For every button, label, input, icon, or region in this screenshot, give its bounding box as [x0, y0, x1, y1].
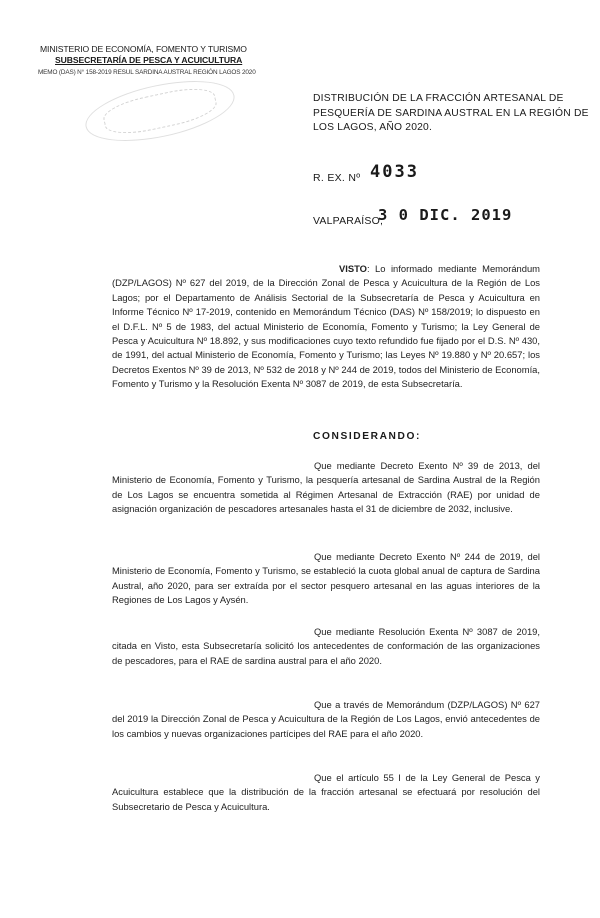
resolution-date: 3 0 DIC. 2019	[378, 206, 513, 224]
considerando-item	[112, 771, 540, 814]
document-title	[313, 92, 589, 136]
considerando-body: Ministerio de Economía, Fomento y Turismo, la pesquería artesanal de Sardina Austral de la Región de Los Lagos se encuentra sometida al Régimen Artesanal de Extracción (RAE) por unidad de asignación organización de pescadores artesanales hasta el 31 de diciembre de 2032, inclusive.	[112, 474, 540, 515]
resolution-label: R. EX. Nº	[313, 172, 361, 184]
visto-paragraph	[112, 262, 540, 392]
considerando-first-line: Que el artículo 55 I de la Ley General de Pesca y	[314, 772, 540, 783]
considerando-body: Acuicultura establece que la distribución de la fracción artesanal se efectuará por resolución del Subsecretario de Pesca y Acuicultura.	[112, 786, 540, 812]
visto-text: : Lo informado mediante Memorándum (DZP/LAGOS) Nº 627 del 2019, de la Dirección Zonal de Pesca y Acuicultura de la Región de Los Lagos; por el Departamento de Análisis Sectorial de la Subsecretaría de Pesca y Acuicultura en Informe Técnico Nº 17-2019, contenido en Memorándum Técnico (DAS) Nº 158/2019; lo dispuesto en el D.F.L. Nº 5 de 1983, del actual Ministerio de Economía, Fomento y Turismo; la Ley General de Pesca y Acuicultura Nº 18.892, y sus modificaciones cuyo texto refundido fue fijado por el D.S. Nº 430, de 1991, del actual Ministerio de Economía, Fomento y Turismo; las Leyes Nº 19.880 y Nº 20.657; los Decretos Exentos Nº 39 de 2013, Nº 532 de 2018 y Nº 244 de 2019, todos del Ministerio de Economía, Fomento y Turismo y la Resolución Exenta Nº 3087 de 2019, de esta Subsecretaría.	[112, 263, 540, 390]
considerando-first-line: Que mediante Resolución Exenta Nº 3087 de 2019,	[314, 626, 540, 637]
resolution-number: 4033	[370, 162, 419, 182]
considerando-body: Ministerio de Economía, Fomento y Turismo, se estableció la cuota global anual de captura de Sardina Austral, año 2020, para ser extraída por el sector pesquero artesanal en las aguas interiores de la Regiones de Los Lagos y Aysén.	[112, 565, 540, 606]
title-line-1: DISTRIBUCIÓN DE LA FRACCIÓN ARTESANAL DE	[313, 93, 564, 104]
considerando-body: citada en Visto, esta Subsecretaría solicitó los antecedentes de conformación de las organizaciones de pescadores, para el RAE de sardina austral para el año 2020.	[112, 640, 540, 666]
visto-heading: VISTO	[339, 263, 367, 274]
title-line-3: LOS LAGOS, AÑO 2020.	[313, 122, 433, 133]
title-line-2: PESQUERÍA DE SARDINA AUSTRAL EN LA REGIÓN DE	[313, 107, 589, 119]
ministry-name: MINISTERIO DE ECONOMÍA, FOMENTO Y TURISMO	[40, 44, 247, 54]
city-label: VALPARAÍSO,	[313, 215, 384, 227]
considerando-heading: CONSIDERANDO:	[313, 431, 421, 442]
considerando-item	[112, 550, 540, 608]
subsecretaria-name: SUBSECRETARÍA DE PESCA Y ACUICULTURA	[55, 55, 243, 65]
considerando-body: del 2019 la Dirección Zonal de Pesca y Acuicultura de la Región de Los Lagos, envió antecedentes de los cambios y nuevas organizaciones partícipes del RAE para el año 2020.	[112, 713, 540, 739]
considerando-first-line: Que mediante Decreto Exento Nº 39 de 2013, del	[314, 460, 540, 471]
considerando-item	[112, 698, 540, 741]
office-stamp	[80, 70, 239, 152]
considerando-first-line: Que a través de Memorándum (DZP/LAGOS) Nº 627	[314, 699, 540, 710]
considerando-item	[112, 459, 540, 517]
considerando-item	[112, 625, 540, 668]
memo-reference: MEMO (DAS) N° 158-2019 RESUL SARDINA AUSTRAL REGIÓN LAGOS 2020	[38, 69, 256, 76]
considerando-first-line: Que mediante Decreto Exento Nº 244 de 2019, del	[314, 551, 540, 562]
